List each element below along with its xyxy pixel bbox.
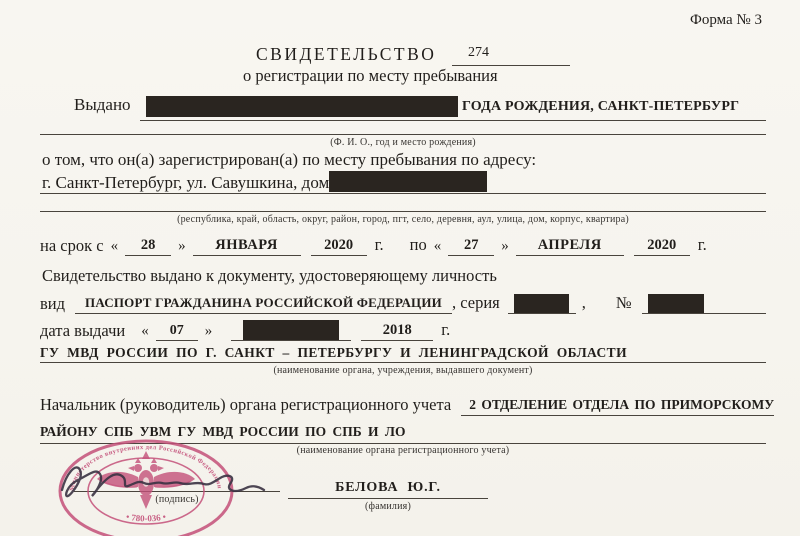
issuing-authority-caption: (наименование органа, учреждения, выдавшего документ)	[273, 365, 533, 376]
number-redaction-bar	[648, 294, 704, 313]
issue-month-field	[231, 320, 351, 341]
document-kind-field: ПАСПОРТ ГРАЖДАНИНА РОССИЙСКОЙ ФЕДЕРАЦИИ	[75, 295, 452, 314]
address-components-line	[40, 211, 766, 212]
to-year-field: 2020	[634, 237, 690, 256]
period-label: на срок с	[40, 236, 104, 255]
address-prefix-text: г. Санкт-Петербург, ул. Савушкина, дом	[42, 173, 330, 192]
series-label: , серия	[451, 293, 500, 312]
signature-caption: (подпись)	[155, 494, 199, 505]
svg-text:• 780-036 •	[125, 511, 166, 523]
signature-scrawl	[62, 467, 264, 496]
issue-year-field: 2018	[361, 322, 433, 341]
registration-authority-field-line1: 2 ОТДЕЛЕНИЕ ОТДЕЛА ПО ПРИМОРСКОМУ	[461, 397, 774, 416]
address-field-line	[40, 169, 766, 194]
form-number-label: Форма № 3	[690, 12, 762, 28]
from-year-field: 2020	[311, 237, 367, 256]
registration-authority-field-line2: РАЙОНУ СПБ УВМ ГУ МВД РОССИИ ПО СПБ И ЛО	[40, 424, 766, 444]
close-quote: »	[178, 238, 186, 254]
fio-divider-line	[40, 134, 766, 135]
registration-statement: о том, что он(а) зарегистрирован(а) по месту пребывания по адресу:	[42, 150, 537, 169]
year-letter: г.	[374, 235, 384, 254]
surname-caption: (фамилия)	[365, 501, 411, 512]
close-quote: »	[204, 323, 213, 339]
fio-caption: (Ф. И. О., год и место рождения)	[330, 137, 476, 148]
address-redaction-bar	[329, 171, 487, 192]
to-month-field: АПРЕЛЯ	[516, 237, 624, 256]
stamp-code: • 780-036 •	[125, 511, 167, 524]
issue-month-redaction-bar	[243, 320, 339, 340]
registration-authority-caption: (наименование органа регистрационного учета)	[296, 445, 510, 456]
certificate-number: 274	[452, 42, 570, 66]
issuing-authority-field: ГУ МВД РОССИИ ПО Г. САНКТ – ПЕТЕРБУРГУ И ЛЕНИНГРАДСКОЙ ОБЛАСТИ	[40, 345, 766, 363]
open-quote: «	[110, 238, 119, 254]
registration-head-row	[40, 394, 775, 416]
series-redaction-bar	[514, 294, 569, 313]
year-letter: г.	[441, 320, 451, 339]
name-redaction-bar	[146, 96, 458, 117]
close-quote: »	[501, 238, 509, 254]
from-day-field: 28	[125, 237, 171, 256]
number-field	[642, 294, 766, 314]
from-month-field: ЯНВАРЯ	[193, 237, 301, 256]
address-components-caption: (республика, край, область, округ, район, город, пгт, село, деревня, аул, улица, дом, корпус, квартира)	[177, 214, 629, 225]
certificate-title: СВИДЕТЕЛЬСТВО	[256, 44, 437, 64]
issued-label: Выдано	[74, 95, 131, 114]
open-quote: «	[433, 238, 442, 254]
document-kind-row	[40, 292, 766, 314]
series-field	[508, 294, 576, 314]
stamp-ring-text: Министерство внутренних дел Российской Федерации	[68, 443, 223, 492]
year-letter: г.	[697, 235, 707, 254]
comma: ,	[581, 293, 586, 312]
to-label: по	[409, 235, 427, 254]
to-day-field: 27	[448, 237, 494, 256]
open-quote: «	[141, 323, 149, 339]
issue-date-label: дата выдачи	[40, 321, 126, 340]
certificate-subtitle: о регистрации по месту пребывания	[243, 66, 498, 85]
issued-field-line	[140, 93, 766, 121]
registration-head-label: Начальник (руководитель) органа регистрационного учета	[40, 395, 452, 414]
document-statement: Свидетельство выдано к документу, удостоверяющему личность	[42, 266, 497, 285]
issue-day-field: 07	[156, 323, 198, 341]
issue-date-row	[40, 319, 766, 341]
number-label: №	[615, 293, 632, 312]
surname-field: БЕЛОВА Ю.Г.	[288, 480, 488, 499]
validity-period-row	[40, 235, 766, 256]
birth-info-text: ГОДА РОЖДЕНИЯ, САНКТ-ПЕТЕРБУРГ	[462, 98, 740, 114]
kind-label: вид	[40, 294, 66, 313]
